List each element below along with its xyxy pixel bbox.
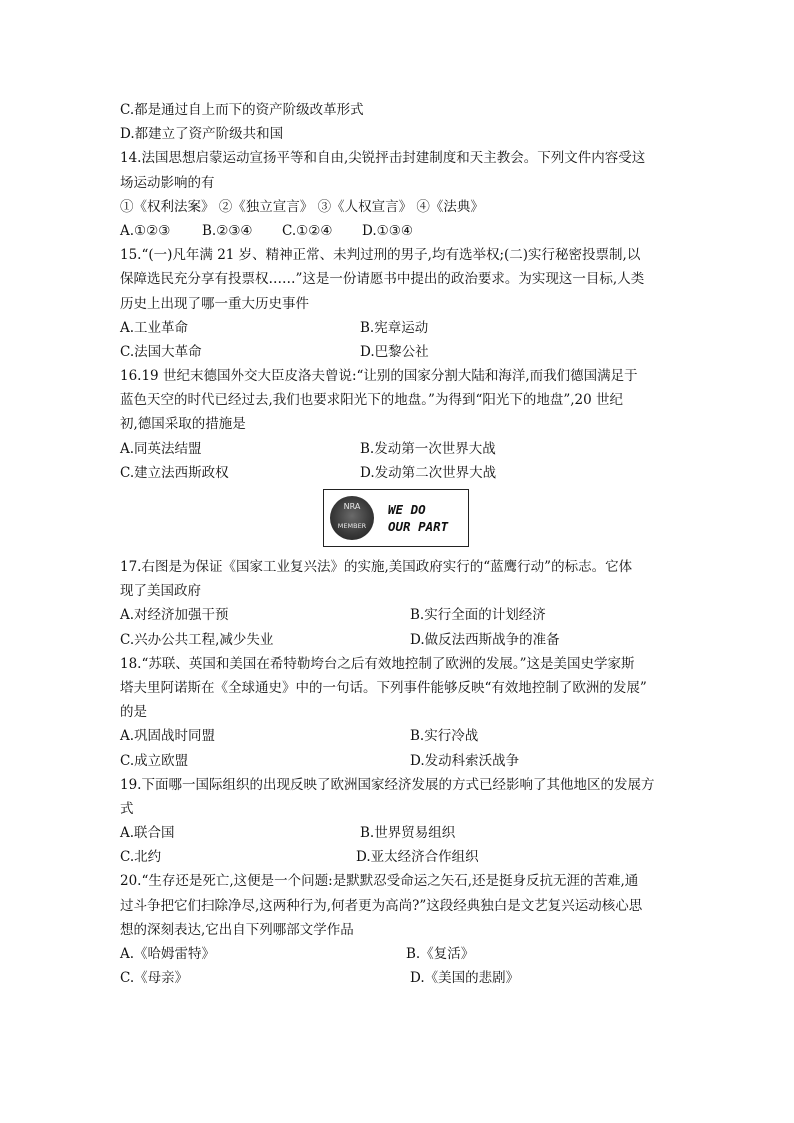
q18-options-row-2	[120, 749, 680, 773]
q15-options-row-1	[120, 316, 680, 340]
badge-slogan-line-1: WE DO	[388, 502, 426, 517]
q18-stem-1: 18.“苏联、英国和美国在希特勒垮台之后有效地控制了欧洲的发展。”这是美国史学家斯	[120, 655, 635, 672]
q20-stem-3: 想的深刻表达,它出自下列哪部文学作品	[120, 921, 354, 938]
q15-options-row-2	[120, 340, 680, 364]
q14-stem-1: 14.法国思想启蒙运动宣扬平等和自由,尖锐抨击封建制度和天主教会。下列文件内容受这	[120, 150, 646, 167]
q18-stem-3: 的是	[120, 704, 147, 721]
badge-member-text: MEMBER	[337, 522, 367, 530]
q15-option-d[interactable]: D.巴黎公社	[360, 343, 429, 360]
q17-stem-1: 17.右图是为保证《国家工业复兴法》的实施,美国政府实行的“蓝鹰行动”的标志。它体	[120, 559, 633, 575]
q16-stem-2: 蓝色天空的时代已经过去,我们也要求阳光下的地盘。”为得到“阳光下的地盘”,20 世纪	[120, 392, 624, 409]
q15-stem-3: 历史上出现了哪一重大历史事件	[120, 295, 309, 312]
q15-stem-1: 15.“(一)凡年满 21 岁、精神正常、未判过刑的男子,均有选举权;(二)实行秘密投票制,以	[120, 247, 641, 264]
q15-option-a[interactable]: A.工业革命	[120, 319, 189, 336]
q20-option-c[interactable]: C.《母亲》	[120, 970, 189, 987]
q19-options-row-1	[120, 821, 680, 845]
q15-option-b[interactable]: B.宪章运动	[360, 319, 429, 336]
badge-nra-text: NRA	[343, 502, 361, 511]
q18-option-a[interactable]: A.巩固战时同盟	[120, 728, 216, 745]
q20-options-row-1	[120, 942, 680, 966]
q20-options-row-2	[120, 966, 680, 990]
q19-option-a[interactable]: A.联合国	[120, 825, 175, 842]
q14-option-d[interactable]: D.①③④	[362, 222, 413, 239]
q16-option-d[interactable]: D.发动第二次世界大战	[360, 464, 497, 481]
q16-option-c[interactable]: C.建立法西斯政权	[120, 464, 229, 481]
q16-stem-3: 初,德国采取的措施是	[120, 416, 246, 433]
q18-stem-2: 塔夫里阿诺斯在《全球通史》中的一句话。下列事件能够反映“有效地控制了欧洲的发展”	[120, 679, 647, 696]
q13-option-d: D.都建立了资产阶级共和国	[120, 126, 284, 143]
q14-option-a[interactable]: A.①②③	[120, 222, 171, 239]
q15-stem-2: 保障选民充分享有投票权……”这是一份请愿书中提出的政治要求。为实现这一目标,人类	[120, 271, 645, 288]
blue-eagle-icon	[330, 496, 374, 540]
q16-options-row-2	[120, 461, 680, 485]
q20-stem-2: 过斗争把它们扫除净尽,这两种行为,何者更为高尚?”这段经典独白是文艺复兴运动核心思	[120, 897, 643, 914]
q19-stem-1: 19.下面哪一国际组织的出现反映了欧洲国家经济发展的方式已经影响了其他地区的发展方	[120, 776, 655, 793]
q15-option-c[interactable]: C.法国大革命	[120, 343, 202, 360]
q17-option-a[interactable]: A.对经济加强干预	[120, 607, 229, 624]
q14-options	[120, 219, 680, 243]
q16-options-row-1	[120, 437, 680, 461]
q19-option-d[interactable]: D.亚太经济合作组织	[356, 849, 479, 866]
q18-option-b[interactable]: B.实行冷战	[410, 728, 479, 745]
q20-option-b[interactable]: B.《复活》	[406, 946, 475, 962]
exam-page	[120, 98, 680, 990]
q17-option-d[interactable]: D.做反法西斯战争的准备	[410, 631, 560, 648]
q18-options-row-1	[120, 724, 680, 748]
q19-stem-2: 式	[120, 800, 134, 817]
q13-option-c: C.都是通过自上而下的资产阶级改革形式	[120, 102, 364, 118]
q16-option-b[interactable]: B.发动第一次世界大战	[360, 440, 496, 457]
q14-option-b[interactable]: B.②③④	[202, 222, 253, 239]
badge-slogan	[388, 501, 448, 535]
q20-option-d[interactable]: D.《美国的悲剧》	[410, 970, 520, 987]
q14-documents: ①《权利法案》 ②《独立宣言》 ③《人权宣言》 ④《法典》	[120, 198, 484, 215]
q17-options-row-1	[120, 603, 680, 627]
q14-option-c[interactable]: C.①②④	[282, 222, 333, 239]
q16-option-a[interactable]: A.同英法结盟	[120, 440, 202, 457]
q19-options-row-2	[120, 845, 680, 869]
q20-option-a[interactable]: A.《哈姆雷特》	[120, 946, 216, 962]
q18-option-d[interactable]: D.发动科索沃战争	[410, 752, 520, 769]
q17-option-c[interactable]: C.兴办公共工程,减少失业	[120, 631, 274, 648]
q17-options-row-2	[120, 628, 680, 652]
blue-eagle-figure	[120, 485, 680, 555]
badge-slogan-line-2: OUR PART	[388, 519, 449, 534]
q19-option-b[interactable]: B.世界贸易组织	[360, 825, 456, 842]
q18-option-c[interactable]: C.成立欧盟	[120, 752, 189, 769]
q17-stem-2: 现了美国政府	[120, 583, 201, 600]
q19-option-c[interactable]: C.北约	[120, 849, 162, 866]
q20-stem-1: 20.“生存还是死亡,这便是一个问题:是默默忍受命运之矢石,还是挺身反抗无涯的苦难,通	[120, 873, 639, 890]
q14-stem-2: 场运动影响的有	[120, 174, 215, 191]
q16-stem-1: 16.19 世纪末德国外交大臣皮洛夫曾说:“让别的国家分割大陆和海洋,而我们德国满足于	[120, 368, 638, 385]
blue-eagle-badge	[323, 489, 469, 547]
q17-option-b[interactable]: B.实行全面的计划经济	[410, 607, 546, 624]
